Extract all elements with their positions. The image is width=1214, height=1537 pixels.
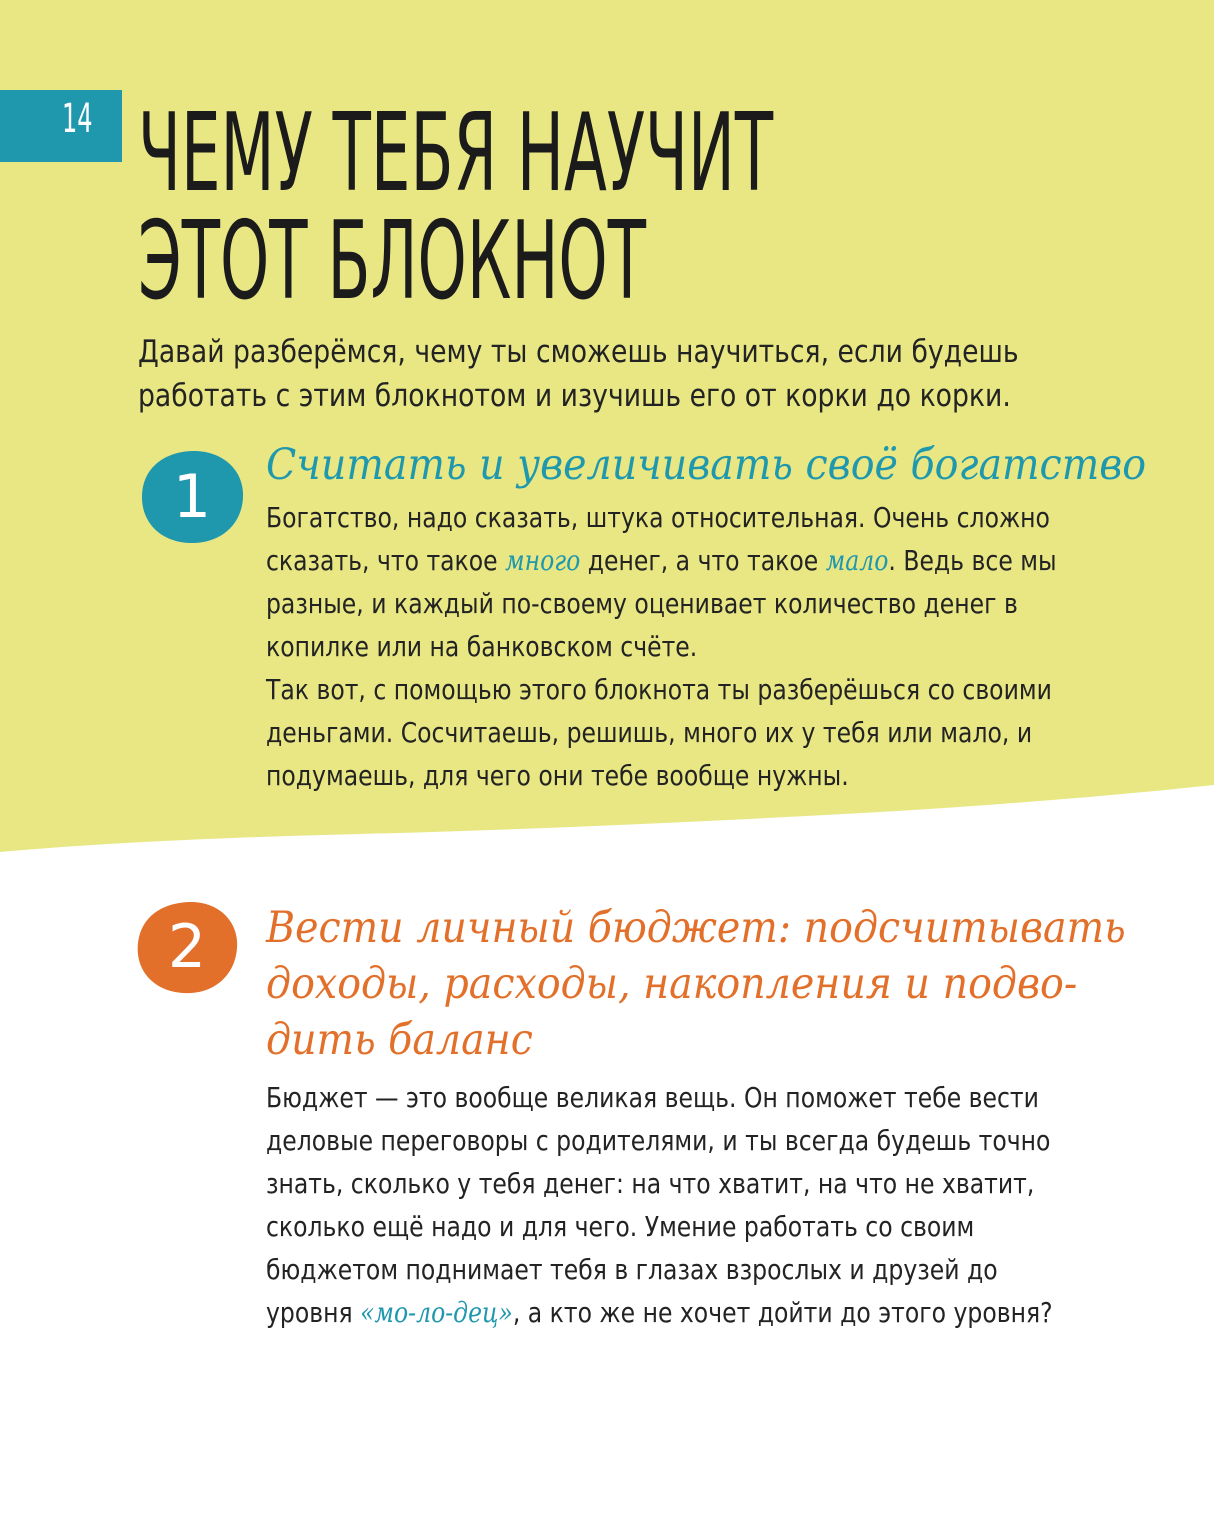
page-title-line-2: ЭТОТ БЛОКНОТ	[138, 199, 647, 324]
section-2-number-badge	[133, 898, 241, 996]
section-1-paragraph-2: Так вот, с помощью этого блокнота ты разберёшься со своими деньгами. Сосчитаешь, решишь, много их у тебя или мало, и подумаешь, для чего они тебе вообще нужны.	[266, 673, 1052, 792]
section-1-paragraph-1: Богатство, надо сказать, штука относительная. Очень сложно сказать, что такое много денег, а что такое мало. Ведь все мы разные, и каждый по-своему оценивает количество денег в копилке или на банковском счёте.	[266, 501, 1057, 663]
section-2-heading-line-1: Вести личный бюджет: подсчитывать	[266, 903, 1126, 953]
section-1-number: 1	[172, 462, 212, 532]
section-1-number-badge	[138, 448, 246, 546]
section-2-heading-line-3: дить баланс	[266, 1015, 533, 1065]
page-number: 14	[62, 96, 93, 142]
intro-paragraph: Давай разберёмся, чему ты сможешь научиться, если будешь работать с этим блокнотом и изучишь его от корки до корки.	[138, 334, 1019, 414]
section-2-heading-line-2: доходы, расходы, накопления и подво-	[266, 959, 1078, 1009]
highlight-malo: мало	[825, 544, 889, 577]
section-1-heading: Считать и увеличивать своё богатство	[266, 440, 1147, 490]
page-title-line-1: ЧЕМУ ТЕБЯ НАУЧИТ	[138, 91, 774, 216]
section-2-paragraph-1: Бюджет — это вообще великая вещь. Он поможет тебе вести деловые переговоры с родителями, и ты всегда будешь точно знать, сколько у тебя денег: на что хватит, на что не хватит, сколько ещё надо и для чего. Умение работать со своим бюджетом поднимает тебя в глазах взрослых и друзей до уровня «мо-ло-дец», а кто же не хочет дойти до этого уровня?	[266, 1081, 1053, 1329]
section-2-body	[266, 1076, 1077, 1334]
section-2-number: 2	[167, 912, 207, 982]
section-2-heading	[266, 900, 1126, 1068]
section-1-body	[266, 496, 1077, 797]
page-number-tab	[0, 90, 122, 162]
highlight-molodets: «мо-ло-дец»	[360, 1296, 513, 1329]
highlight-mnogo: много	[505, 544, 581, 577]
